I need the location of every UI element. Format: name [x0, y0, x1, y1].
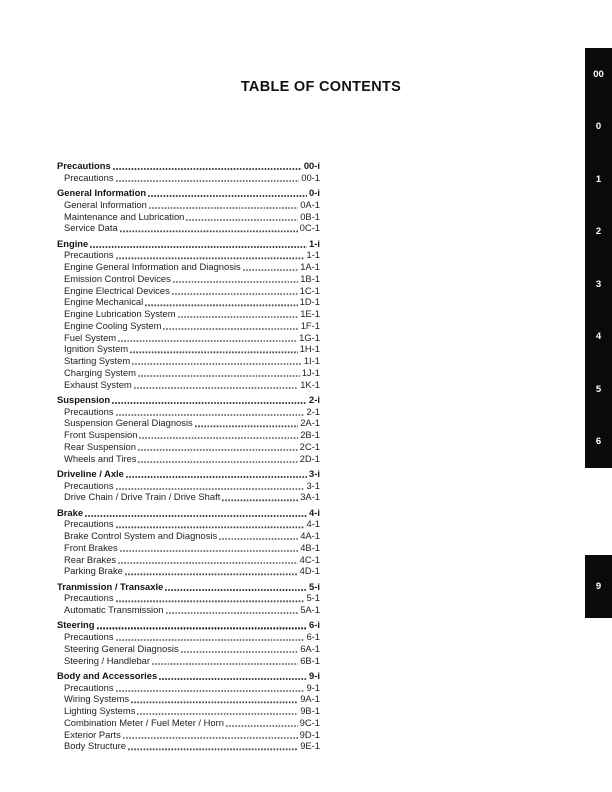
section-tab[interactable] — [585, 311, 612, 364]
section-tab[interactable] — [585, 206, 612, 259]
section-tab-label: 1 — [595, 173, 602, 185]
toc-entry-page: 4-1 — [306, 518, 320, 530]
dot-leader — [152, 663, 298, 665]
toc-entry-page: 9-1 — [306, 681, 320, 693]
toc-section — [57, 670, 320, 752]
dot-leader — [165, 589, 307, 591]
section-tab[interactable] — [585, 416, 612, 469]
toc-entry-page: 6A-1 — [300, 642, 320, 654]
dot-leader — [138, 449, 298, 451]
toc-entry[interactable] — [57, 199, 320, 211]
toc-entry[interactable] — [57, 693, 320, 705]
toc-entry-label: Service Data — [64, 222, 118, 234]
toc-entry-page: 9B-1 — [300, 705, 320, 716]
toc-entry[interactable] — [57, 592, 320, 604]
toc-entry-page: 9D-1 — [299, 728, 320, 740]
toc-entry-label: Lighting Systems — [64, 705, 136, 716]
toc-entry-label: Wiring Systems — [64, 693, 130, 705]
toc-entry-page: 1D-1 — [299, 296, 320, 308]
toc-entry-label: Front Suspension — [64, 429, 138, 440]
toc-entry[interactable] — [57, 740, 320, 752]
toc-list — [57, 160, 320, 752]
toc-entry-label: Combination Meter / Fuel Meter / Horn — [64, 716, 224, 728]
toc-section — [57, 581, 320, 616]
dot-leader — [132, 363, 302, 365]
toc-entry-page: 0-i — [309, 187, 320, 198]
dot-leader — [178, 316, 299, 318]
section-tab[interactable] — [585, 555, 612, 618]
dot-leader — [226, 725, 298, 727]
toc-entry[interactable] — [57, 530, 320, 542]
toc-section — [57, 394, 320, 465]
toc-entry-page: 4A-1 — [300, 530, 320, 541]
toc-entry[interactable] — [57, 631, 320, 643]
toc-entry-page: 0A-1 — [300, 198, 320, 210]
toc-entry-label: Engine Electrical Devices — [64, 284, 170, 296]
toc-entry-page: 2C-1 — [299, 440, 320, 452]
toc-entry-label: Automatic Transmission — [64, 604, 164, 615]
toc-entry[interactable] — [57, 308, 320, 320]
dot-leader — [116, 488, 305, 490]
toc-section-header[interactable] — [57, 670, 320, 682]
dot-leader — [97, 627, 308, 629]
section-tab-label: 00 — [593, 68, 604, 80]
dot-leader — [138, 375, 300, 377]
dot-leader — [173, 281, 298, 283]
toc-entry[interactable] — [57, 261, 320, 273]
toc-entry[interactable] — [57, 355, 320, 367]
toc-entry-label: Precautions — [64, 405, 114, 417]
toc-entry-page: 1F-1 — [300, 319, 320, 331]
toc-entry-label: Precautions — [64, 592, 114, 604]
section-tab-label: 9 — [595, 581, 602, 592]
toc-entry-label: Maintenance and Lubrication — [64, 210, 185, 222]
dot-leader — [138, 461, 297, 463]
toc-entry-label: Precautions — [64, 518, 114, 530]
toc-entry-page: 1G-1 — [299, 331, 320, 343]
toc-section-header[interactable] — [57, 468, 320, 480]
toc-entry[interactable] — [57, 480, 320, 492]
toc-entry[interactable] — [57, 367, 320, 379]
toc-entry-label: Precautions — [64, 249, 114, 261]
toc-entry[interactable] — [57, 343, 320, 355]
dot-leader — [123, 737, 298, 739]
toc-entry-page: 4-i — [309, 506, 320, 518]
section-tab-label: 4 — [595, 331, 602, 343]
toc-entry-page: 2A-1 — [300, 417, 320, 429]
toc-entry-page: 1I-1 — [303, 355, 320, 366]
toc-entry-page: 1J-1 — [301, 366, 320, 378]
toc-entry-label: Engine General Information and Diagnosis — [64, 261, 241, 272]
toc-entry-title: General Information — [57, 187, 147, 198]
toc-entry[interactable] — [57, 406, 320, 418]
toc-entry-page: 2-1 — [306, 405, 320, 417]
dot-leader — [90, 246, 307, 248]
section-tab-label: 5 — [595, 383, 602, 395]
toc-entry[interactable] — [57, 320, 320, 332]
toc-entry[interactable] — [57, 518, 320, 530]
toc-entry-page: 3A-1 — [300, 491, 320, 503]
dot-leader — [130, 351, 298, 353]
toc-entry-label: Steering General Diagnosis — [64, 642, 179, 654]
toc-entry-page: 5-i — [309, 580, 320, 592]
toc-entry-page: 9-i — [309, 669, 320, 681]
dot-leader — [116, 600, 305, 602]
section-tab-strip — [585, 48, 612, 468]
toc-section — [57, 507, 320, 578]
toc-entry-label: Body Structure — [64, 740, 127, 752]
toc-entry-label: Rear Brakes — [64, 553, 117, 565]
toc-entry-title: Body and Accessories — [57, 669, 158, 681]
page-title: TABLE OF CONTENTS — [240, 79, 402, 95]
toc-entry[interactable] — [57, 554, 320, 566]
toc-entry-page: 9A-1 — [300, 693, 320, 705]
dot-leader — [118, 340, 297, 342]
toc-entry-page: 1-i — [309, 237, 320, 249]
toc-entry-page: 1C-1 — [299, 284, 320, 296]
toc-entry-page: 9E-1 — [300, 740, 320, 752]
toc-entry-title: Precautions — [57, 160, 111, 171]
toc-entry[interactable] — [57, 249, 320, 261]
dot-leader — [131, 701, 298, 703]
dot-leader — [166, 612, 299, 614]
toc-entry-page: 1K-1 — [300, 378, 320, 390]
toc-entry[interactable] — [57, 705, 320, 717]
toc-entry-label: Precautions — [64, 479, 114, 491]
dot-leader — [116, 639, 305, 641]
toc-entry[interactable] — [57, 332, 320, 344]
toc-entry-title: Brake — [57, 506, 84, 518]
toc-entry-page: 00-i — [303, 160, 320, 171]
section-tab-label: 0 — [595, 121, 602, 133]
toc-entry[interactable] — [57, 429, 320, 441]
dot-leader — [116, 414, 305, 416]
dot-leader — [149, 207, 298, 209]
toc-entry-label: Drive Chain / Drive Train / Drive Shaft — [64, 491, 221, 503]
section-tab-strip-lower — [585, 555, 612, 618]
toc-entry-page: 00-1 — [301, 171, 320, 183]
dot-leader — [148, 195, 307, 197]
toc-entry-title: Steering — [57, 619, 95, 631]
toc-entry-title: Suspension — [57, 393, 111, 405]
toc-entry[interactable] — [57, 729, 320, 741]
toc-entry-page: 2D-1 — [299, 452, 320, 464]
toc-entry-page: 1A-1 — [300, 261, 320, 272]
dot-leader — [159, 678, 307, 680]
toc-entry-label: Charging System — [64, 366, 136, 378]
toc-entry-label: Precautions — [64, 631, 114, 642]
toc-section-header[interactable] — [57, 619, 320, 631]
toc-entry-label: Wheels and Tires — [64, 452, 137, 464]
toc-entry-title: Engine — [57, 237, 89, 249]
dot-leader — [116, 526, 305, 528]
toc-entry-page: 1H-1 — [299, 343, 320, 355]
dot-leader — [126, 476, 307, 478]
toc-entry-page: 0C-1 — [299, 222, 320, 234]
toc-section-header[interactable] — [57, 394, 320, 406]
toc-entry-page: 4C-1 — [299, 553, 320, 565]
toc-entry[interactable] — [57, 655, 320, 667]
toc-entry[interactable] — [57, 285, 320, 297]
dot-leader — [219, 538, 298, 540]
toc-section-header[interactable] — [57, 187, 320, 199]
dot-leader — [118, 562, 298, 564]
section-tab[interactable] — [585, 153, 612, 206]
toc-entry[interactable] — [57, 682, 320, 694]
toc-section — [57, 468, 320, 503]
toc-entry-page: 2-i — [309, 393, 320, 405]
toc-entry-label: Front Brakes — [64, 541, 118, 553]
dot-leader — [85, 515, 307, 517]
toc-entry-page: 1B-1 — [300, 272, 320, 284]
dot-leader — [134, 387, 298, 389]
section-tab[interactable] — [585, 48, 612, 101]
toc-entry-page: 4B-1 — [300, 541, 320, 553]
toc-entry-page: 4D-1 — [299, 565, 320, 577]
toc-entry-label: Ignition System — [64, 343, 129, 355]
dot-leader — [125, 573, 298, 575]
toc-entry[interactable] — [57, 211, 320, 223]
section-tab-label: 6 — [595, 436, 602, 448]
toc-entry-page: 5-1 — [306, 592, 320, 604]
dot-leader — [163, 328, 298, 330]
section-tab-label: 2 — [595, 226, 602, 238]
toc-section-header[interactable] — [57, 160, 320, 172]
toc-entry[interactable] — [57, 542, 320, 554]
toc-entry[interactable] — [57, 172, 320, 184]
toc-entry-title: Tranmission / Transaxle — [57, 580, 164, 592]
toc-entry[interactable] — [57, 643, 320, 655]
toc-section — [57, 160, 320, 184]
toc-entry-label: General Information — [64, 198, 147, 210]
dot-leader — [137, 713, 298, 715]
section-tab[interactable] — [585, 101, 612, 154]
dot-leader — [145, 304, 297, 306]
dot-leader — [113, 168, 302, 170]
toc-section — [57, 238, 320, 391]
dot-leader — [116, 690, 305, 692]
toc-entry-page: 1E-1 — [300, 308, 320, 319]
dot-leader — [116, 257, 305, 259]
toc-entry-page: 6-i — [309, 619, 320, 631]
toc-entry[interactable] — [57, 296, 320, 308]
dot-leader — [120, 230, 298, 232]
dot-leader — [172, 293, 298, 295]
dot-leader — [195, 425, 298, 427]
dot-leader — [112, 402, 307, 404]
toc-entry-label: Emission Control Devices — [64, 272, 171, 284]
section-tab-label: 3 — [595, 278, 602, 290]
toc-entry[interactable] — [57, 273, 320, 285]
toc-entry-page: 6B-1 — [300, 654, 320, 666]
toc-entry-label: Suspension General Diagnosis — [64, 417, 193, 429]
toc-entry-label: Precautions — [64, 171, 114, 183]
toc-entry[interactable] — [57, 417, 320, 429]
toc-entry-label: Engine Cooling System — [64, 319, 162, 331]
toc-entry-label: Precautions — [64, 681, 114, 693]
dot-leader — [222, 499, 298, 501]
section-tab[interactable] — [585, 258, 612, 311]
toc-entry-label: Brake Control System and Diagnosis — [64, 530, 218, 541]
dot-leader — [243, 269, 299, 271]
toc-entry-page: 0B-1 — [300, 210, 320, 222]
toc-section-header[interactable] — [57, 507, 320, 519]
toc-section — [57, 619, 320, 666]
toc-entry[interactable] — [57, 604, 320, 616]
dot-leader — [186, 219, 298, 221]
toc-entry-title: Driveline / Axle — [57, 467, 124, 479]
dot-leader — [139, 437, 298, 439]
dot-leader — [120, 550, 299, 552]
toc-entry-page: 3-1 — [306, 479, 320, 491]
toc-entry-page: 1-1 — [306, 249, 320, 261]
toc-entry-label: Starting System — [64, 355, 131, 366]
toc-entry[interactable] — [57, 222, 320, 234]
toc-entry[interactable] — [57, 491, 320, 503]
toc-entry-page: 2B-1 — [300, 429, 320, 440]
toc-entry-label: Rear Suspension — [64, 440, 136, 452]
toc-entry-page: 3-i — [309, 467, 320, 479]
toc-section — [57, 187, 320, 234]
toc-entry-page: 5A-1 — [300, 604, 320, 615]
toc-entry-label: Engine Lubrication System — [64, 308, 176, 319]
toc-entry-label: Engine Mechanical — [64, 296, 144, 308]
toc-section-header[interactable] — [57, 581, 320, 593]
dot-leader — [116, 180, 300, 182]
toc-entry[interactable] — [57, 565, 320, 577]
toc-entry[interactable] — [57, 441, 320, 453]
toc-entry[interactable] — [57, 379, 320, 391]
toc-section-header[interactable] — [57, 238, 320, 250]
toc-entry[interactable] — [57, 453, 320, 465]
dot-leader — [181, 651, 299, 653]
toc-entry-page: 9C-1 — [299, 716, 320, 728]
toc-entry-label: Steering / Handlebar — [64, 654, 150, 666]
toc-entry-label: Exterior Parts — [64, 728, 121, 740]
section-tab[interactable] — [585, 363, 612, 416]
toc-entry-label: Exhaust System — [64, 378, 132, 390]
toc-entry-label: Parking Brake — [64, 565, 123, 577]
toc-entry-label: Fuel System — [64, 331, 117, 343]
toc-entry-page: 6-1 — [306, 631, 320, 642]
toc-entry[interactable] — [57, 717, 320, 729]
dot-leader — [128, 748, 298, 750]
